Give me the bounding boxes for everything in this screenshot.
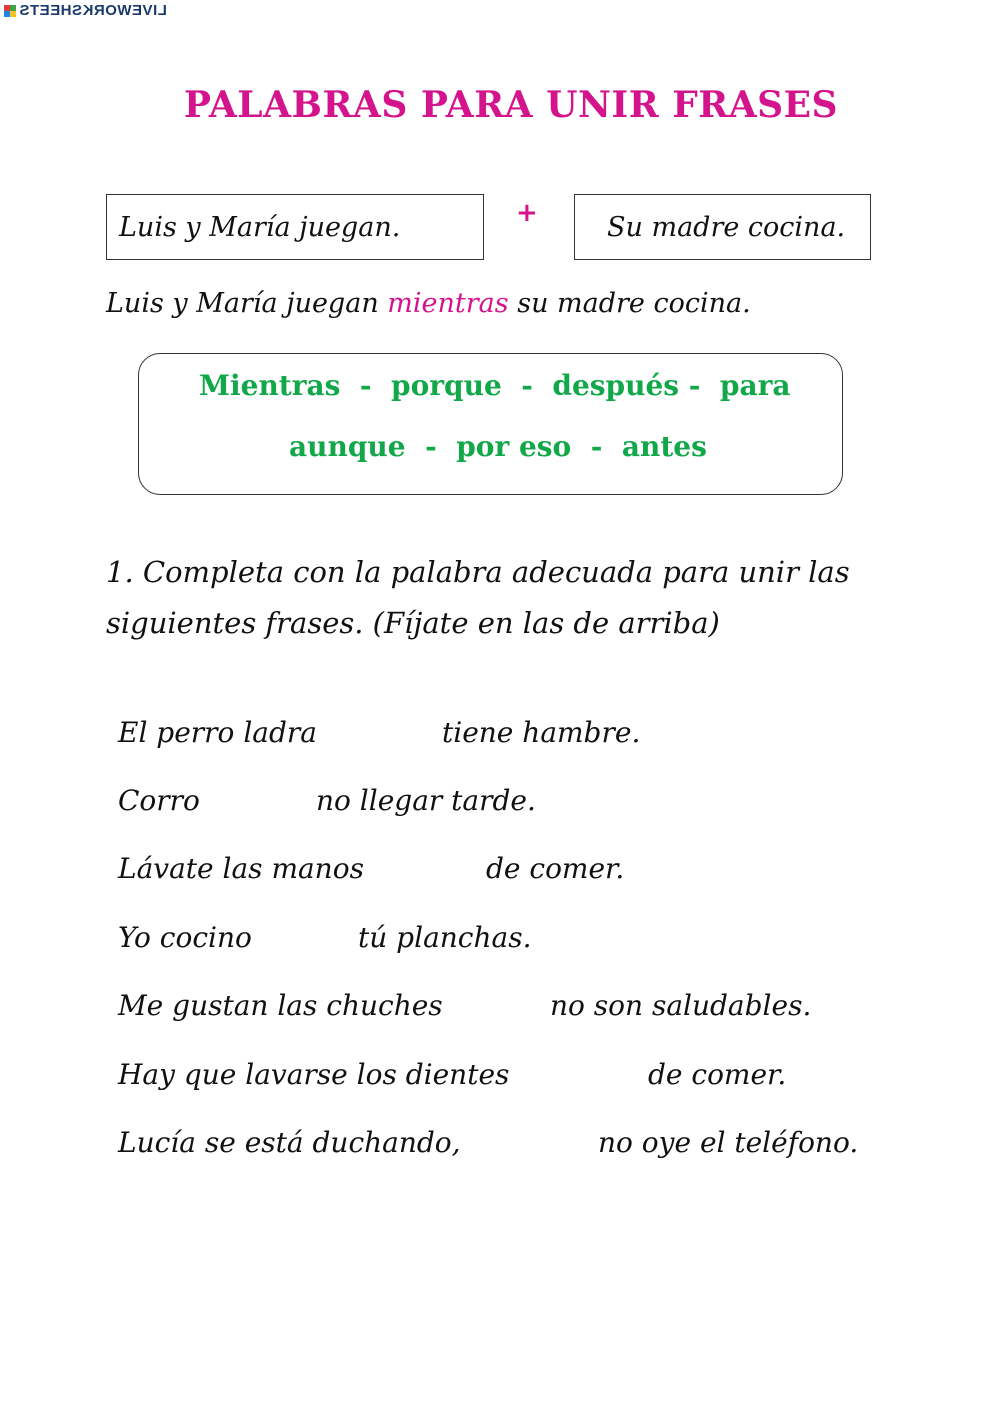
example-before: Luis y María juegan — [106, 288, 388, 319]
sentence-6-part-2: de comer. — [648, 1058, 787, 1091]
word-bank-line-2: aunque - por eso - antes — [289, 430, 707, 463]
instruction-line-2: siguientes frases. (Fíjate en las de arriba) — [106, 606, 720, 640]
sentence-7-part-1: Lucía se está duchando, — [118, 1126, 461, 1159]
example-connector: mientras — [387, 288, 509, 319]
instruction-line-1: 1. Completa con la palabra adecuada para unir las — [106, 555, 850, 589]
sentence-7-part-2: no oye el teléfono. — [598, 1126, 859, 1159]
example-sentence-box-right — [574, 194, 871, 260]
example-after: su madre cocina. — [508, 288, 751, 319]
example-box-right-text: Su madre cocina. — [607, 211, 846, 243]
sentence-3-part-1: Lávate las manos — [118, 852, 364, 885]
liveworksheets-logo — [4, 2, 167, 19]
logo-cube-icon — [4, 5, 16, 17]
example-joined-sentence — [106, 288, 751, 319]
sentence-4-part-2: tú planchas. — [358, 921, 532, 954]
sentence-1-part-1: El perro ladra — [118, 716, 317, 749]
sentence-4-part-1: Yo cocino — [118, 921, 252, 954]
sentence-2-part-1: Corro — [118, 784, 200, 817]
example-box-left-text: Luis y María juegan. — [119, 211, 401, 243]
sentence-5-part-2: no son saludables. — [550, 989, 812, 1022]
sentence-2-part-2: no llegar tarde. — [316, 784, 536, 817]
sentence-3-part-2: de comer. — [486, 852, 625, 885]
page-title: PALABRAS PARA UNIR FRASES — [183, 84, 839, 126]
sentence-1-part-2: tiene hambre. — [442, 716, 641, 749]
sentence-6-part-1: Hay que lavarse los dientes — [118, 1058, 510, 1091]
sentence-5-part-1: Me gustan las chuches — [118, 989, 443, 1022]
word-bank-line-1: Mientras - porque - después - para — [199, 369, 791, 402]
plus-sign: + — [516, 198, 538, 228]
logo-text: LIVEWORKSHEETS — [19, 2, 167, 19]
example-sentence-box-left — [106, 194, 484, 260]
word-bank-box — [138, 353, 843, 495]
